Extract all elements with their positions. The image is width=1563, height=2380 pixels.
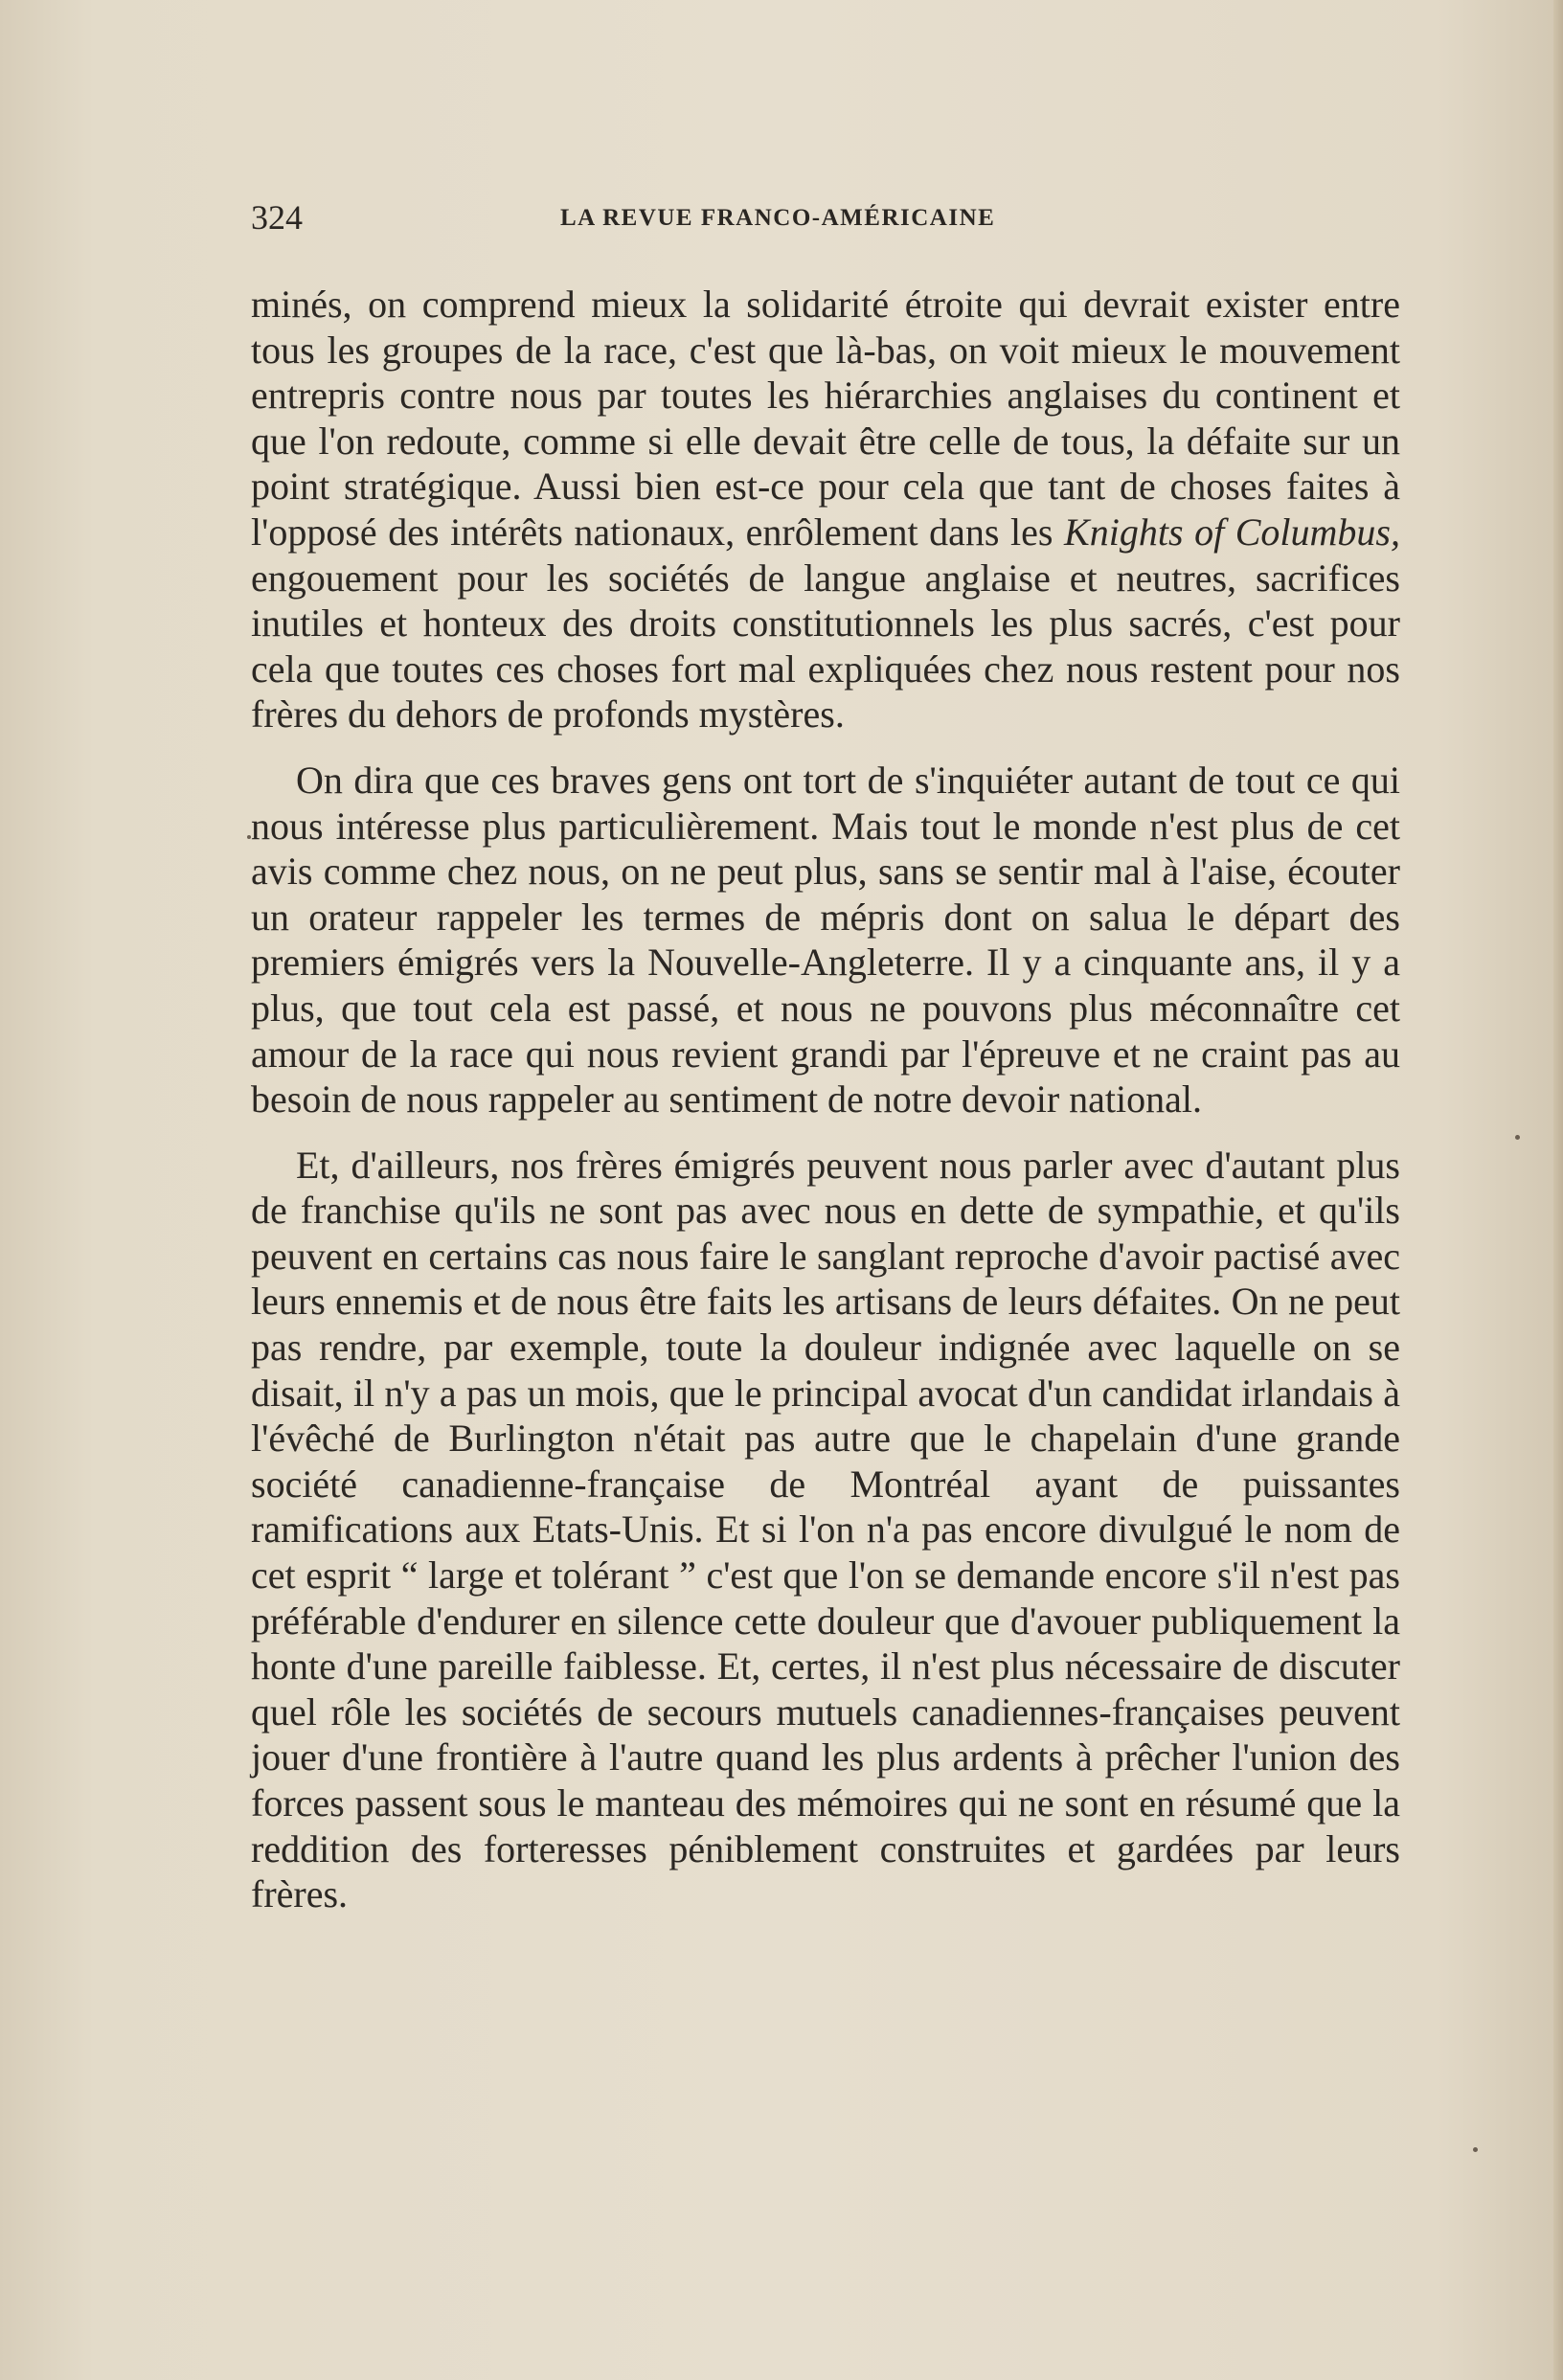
paragraph-1: [251, 282, 1400, 737]
running-title: LA REVUE FRANCO-AMÉRICAINE: [560, 205, 996, 231]
page-edge: [1553, 0, 1563, 2380]
ink-speck: [1473, 2147, 1478, 2152]
body-text: [251, 282, 1400, 1938]
ink-speck: [1515, 1135, 1520, 1140]
paragraph-1-italic-text: Knights of Columbus,: [1064, 510, 1400, 554]
paragraph-2: On dira que ces braves gens ont tort de s'inquiéter autant de tout ce qui nous intéresse plus particulièrement. Mais tout le monde n'est plus de cet avis comme chez nous, on ne peut plus, sans se sentir mal à l'aise, écouter un orateur rappeler les termes de mépris dont on salua le départ des premiers émigrés vers la Nouvelle-Angleterre. Il y a cinquante ans, il y a plus, que tout cela est passé, et nous ne pouvons plus méconnaître cet amour de la race qui nous revient grandi par l'épreuve et ne craint pas au besoin de nous rappeler au sentiment de notre devoir national.: [251, 758, 1400, 1122]
paragraph-1-text-start: minés, on comprend mieux la solidarité étroite qui devrait exister entre tous les groupes de la race, c'est que là-bas, on voit mieux le mouvement entrepris contre nous par toutes les hiérarchies anglaises du continent et que l'on redoute, comme si elle devait être celle de tous, la défaite sur un point stratégique. Aussi bien est-ce pour cela que tant de choses faites à l'opposé des intérêts nationaux, enrôlement dans les: [251, 283, 1400, 554]
paragraph-1-text-end: engouement pour les sociétés de langue anglaise et neutres, sacrifices inutiles et honteux des droits constitutionnels les plus sacrés, c'est pour cela que toutes ces choses fort mal expliquées chez nous restent pour nos frères du dehors de profonds mystères.: [251, 555, 1400, 737]
ink-speck: [247, 835, 251, 839]
page-number: 324: [251, 198, 303, 237]
paragraph-3: Et, d'ailleurs, nos frères émigrés peuvent nous parler avec d'autant plus de franchise qu'ils ne sont pas avec nous en dette de sympathie, et qu'ils peuvent en certains cas nous faire le sanglant reproche d'avoir pactisé avec leurs ennemis et de nous être faits les artisans de leurs défaites. On ne peut pas rendre, par exemple, toute la douleur indignée avec laquelle on se disait, il n'y a pas un mois, que le principal avocat d'un candidat irlandais à l'évêché de Burlington n'était pas autre que le chapelain d'une grande société canadienne-française de Montréal ayant de puissantes ramifications aux Etats-Unis. Et si l'on n'a pas encore divulgué le nom de cet esprit “ large et tolérant ” c'est que l'on se demande encore s'il n'est pas préférable d'endurer en silence cette douleur que d'avouer publiquement la honte d'une pareille faiblesse. Et, certes, il n'est plus nécessaire de discuter quel rôle les sociétés de secours mutuels canadiennes-françaises peuvent jouer d'une frontière à l'autre quand les plus ardents à prêcher l'union des forces passent sous le manteau des mémoires qui ne sont en résumé que la reddition des forteresses péniblement construites et gardées par leurs frères.: [251, 1143, 1400, 1916]
page-header: [251, 197, 1400, 245]
